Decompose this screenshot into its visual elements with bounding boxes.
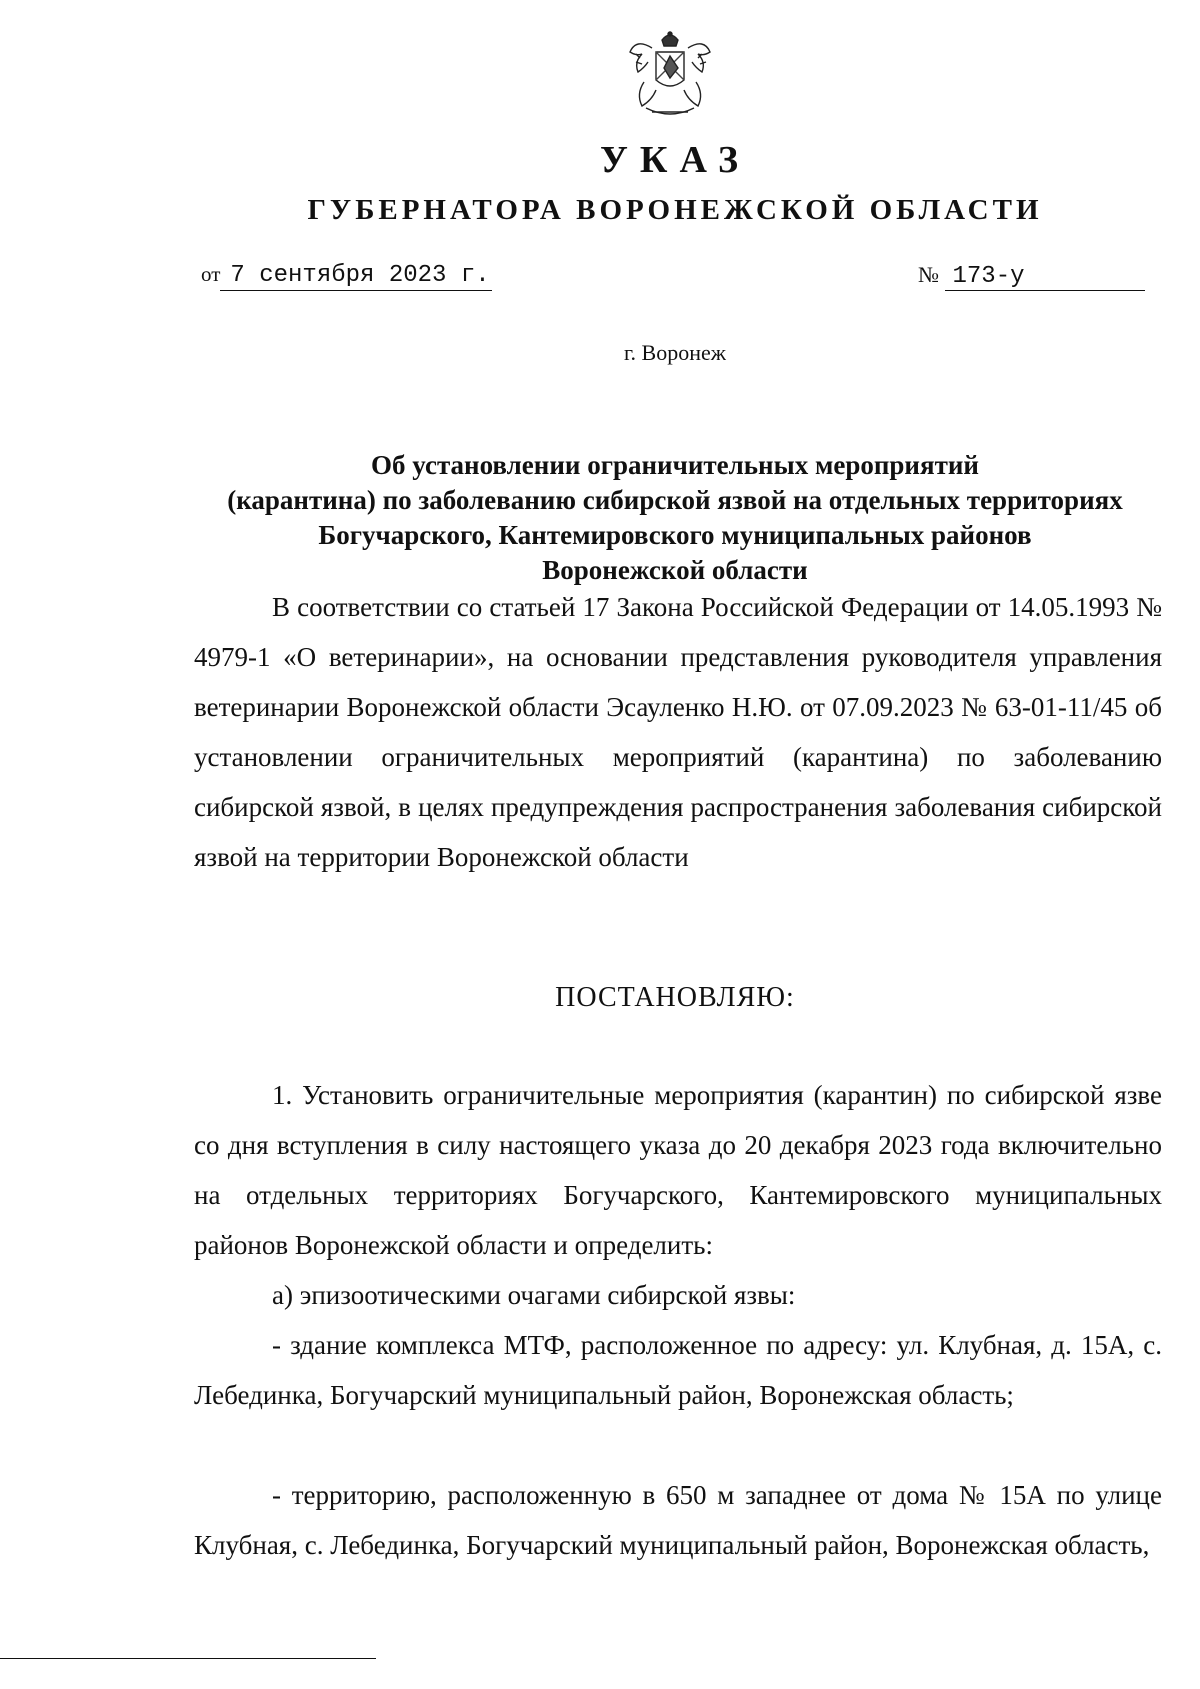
footer-divider: [0, 1658, 376, 1659]
item-1a-paragraph: а) эпизоотическими очагами сибирской язвы:: [272, 1280, 796, 1310]
decree-subject: [160, 448, 1190, 588]
decree-date-line: [201, 262, 492, 291]
coat-of-arms-icon: [622, 28, 718, 120]
decree-title: УКАЗ: [600, 139, 750, 181]
decree-city: г. Воронеж: [624, 340, 726, 365]
decree-number: 173-у: [945, 263, 1145, 291]
item-1a-entry: - здание комплекса МТФ, расположенное по адресу: ул. Клубная, д. 15А, с. Лебединка, Богучарский муниципальный район, Воронежская область;: [194, 1330, 1162, 1410]
date-prefix: от: [201, 262, 221, 286]
number-prefix: №: [918, 262, 939, 287]
resolve-heading: ПОСТАНОВЛЯЮ:: [555, 982, 795, 1013]
decree-issuer: ГУБЕРНАТОРА ВОРОНЕЖСКОЙ ОБЛАСТИ: [307, 194, 1043, 226]
item-1a-entry: - территорию, расположенную в 650 м западнее от дома № 15А по улице Клубная, с. Лебединка, Богучарский муниципальный район, Воронежская область,: [194, 1480, 1162, 1560]
subject-line: Воронежской области: [542, 555, 808, 585]
subject-line: (карантина) по заболеванию сибирской язвой на отдельных территориях: [227, 485, 1123, 515]
subject-line: Об установлении ограничительных мероприятий: [371, 450, 979, 480]
item-1-paragraph: 1. Установить ограничительные мероприятия (карантин) по сибирской язве со дня вступления в силу настоящего указа до 20 декабря 2023 года включительно на отдельных территориях Богучарского, Кантемировского муниципальных районов Воронежской области и определить:: [194, 1080, 1162, 1260]
subject-line: Богучарского, Кантемировского муниципальных районов: [318, 520, 1032, 550]
decree-date: 7 сентября 2023 г.: [220, 262, 491, 291]
decree-number-line: [918, 262, 1145, 291]
preamble-paragraph: В соответствии со статьей 17 Закона Российской Федерации от 14.05.1993 № 4979-1 «О ветеринарии», на основании представления руководителя управления ветеринарии Воронежской области Эсауленко Н.Ю. от 07.09.2023 № 63-01-11/45 об установлении ограничительных мероприятий (карантина) по заболеванию сибирской язвой, в целях предупреждения распространения заболевания сибирской язвой на территории Воронежской области: [194, 592, 1162, 872]
